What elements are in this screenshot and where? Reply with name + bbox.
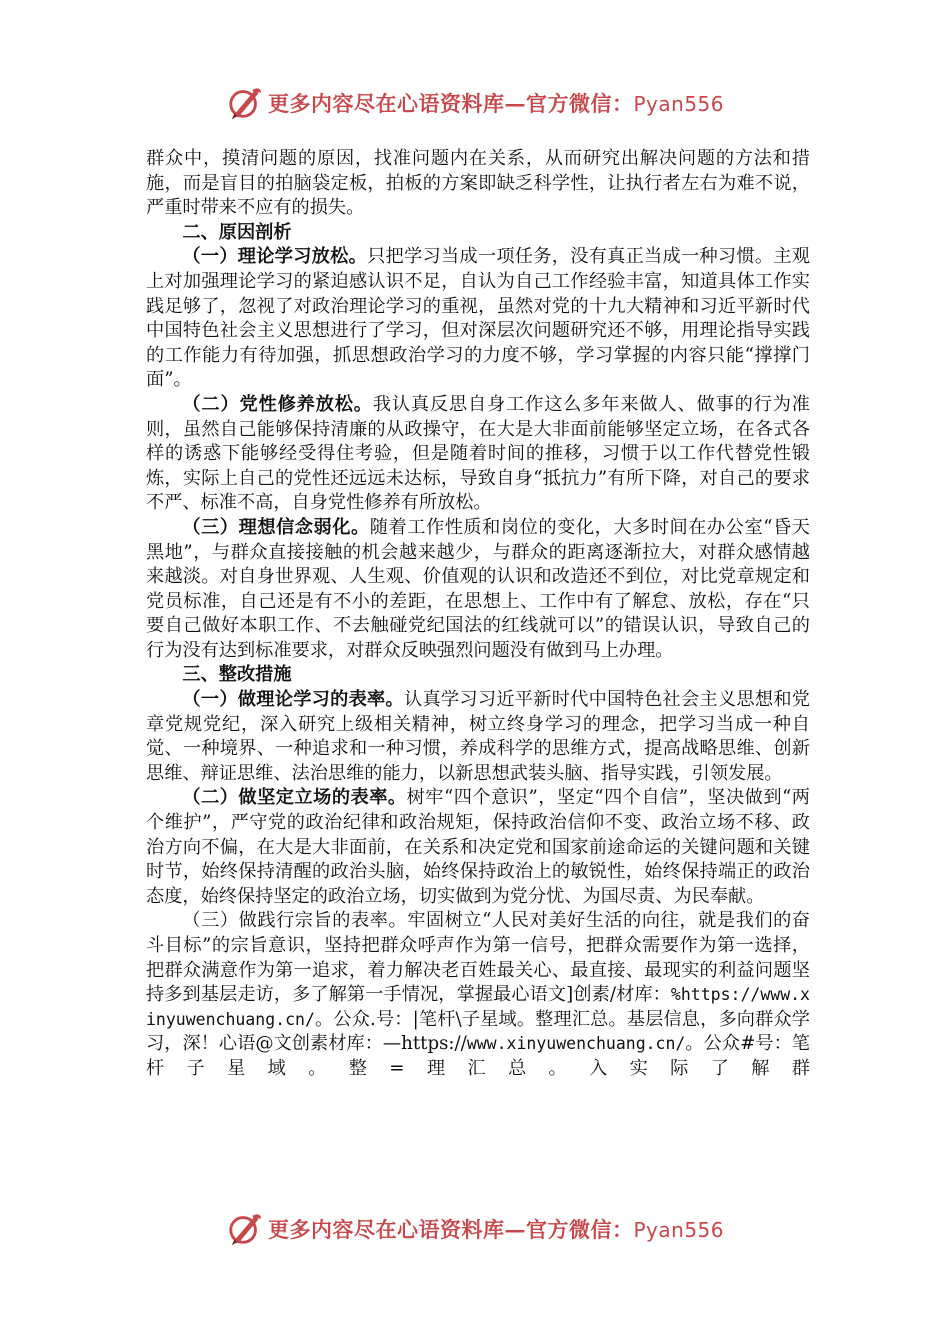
banner-text	[268, 88, 724, 118]
quill-logo-icon	[226, 1210, 264, 1248]
section-heading-cause: 二、原因剖析	[182, 221, 292, 243]
banner-promo-text: 更多内容尽在心语资料库—官方微信：	[267, 91, 634, 116]
measure-3-text-b: 。公众.号：|笔杆\子星域。整理汇总。基层信息，多向群众学习，深！心语@文创素材库：—https://	[146, 1008, 810, 1055]
paragraph-measure-2	[146, 786, 810, 909]
cause-1-text: 只把学习当成一项任务，没有真正当成一种习惯。主观上对加强理论学习的紧迫感认识不足，自认为自己工作经验丰富，知道具体工作实践足够了，忽视了对政治理论学习的重视，虽然对党的十九大精神和习近平新时代中国特色社会主义思想进行了学习，但对深层次问题研究还不够，用理论指导实践的工作能力有待加强，抓思想政治学习的力度不够，学习掌握的内容只能“撑撑门面”。	[146, 246, 810, 391]
measure-1-text: 认真学习习近平新时代中国特色社会主义思想和党章党规党纪，深入研究上级相关精神，树立终身学习的理念，把学习当成一种自觉、一种境界、一种追求和一种习惯，养成科学的思维方式，提高战略思维、创新思维、辩证思维、法治思维的能力，以新思想武装头脑、指导实践，引领发展。	[146, 689, 810, 784]
banner-text	[268, 1214, 724, 1244]
cause-2-text: 我认真反思自身工作这么多年来做人、做事的行为准则，虽然自己能够保持清廉的从政操守，在大是大非面前能够坚定立场，在各式各样的诱惑下能够经受得住考验，但是随着时间的推移，习惯于以工作代替党性锻炼，实际上自己的党性还远远未达标，导致自身“抵抗力”有所下降，对自己的要求不严、标准不高，自身党性修养有所放松。	[146, 393, 810, 514]
paragraph-cause-1	[146, 245, 810, 393]
measure-2-lead: （二）做坚定立场的表率。	[182, 787, 407, 809]
cause-2-lead: （二）党性修养放松。	[182, 393, 373, 415]
paragraph-measure-3	[146, 909, 810, 1081]
measure-3-text-c: 。公众#号：笔杆子星域。整=理汇总。入实际了解群	[146, 1033, 810, 1079]
paragraph-intro: 群众中，摸清问题的原因，找准问题内在关系，从而研究出解决问题的方法和措施，而是盲目的拍脑袋定板，拍板的方案即缺乏科学性，让执行者左右为难不说，严重时带来不应有的损失。	[146, 148, 810, 219]
banner-promo-text: 更多内容尽在心语资料库—官方微信：	[267, 1217, 634, 1242]
footer-banner	[0, 1206, 950, 1252]
wechat-id: Pyan556	[633, 92, 724, 116]
section-heading-measures: 三、整改措施	[182, 664, 292, 686]
document-body	[146, 147, 810, 1082]
paragraph-cause-3	[146, 516, 810, 664]
quill-logo-icon	[226, 84, 264, 122]
measure-2-text: 树牢“四个意识”，坚定“四个自信”，坚决做到“两个维护”，严守党的政治纪律和政治规矩，保持政治信仰不变、政治立场不移、政治方向不偏，在大是大非面前，在关系和决定党和国家前途命运的关键问题和关键时节，始终保持清醒的政治头脑，始终保持政治上的敏锐性，始终保持端正的政治态度，始终保持坚定的政治立场，切实做到为党分忧、为国尽责、为民奉献。	[146, 787, 810, 907]
watermark-url-1: %https://www.xinyuwenchuang.cn/	[146, 985, 810, 1029]
cause-3-lead: （三）理想信念弱化。	[182, 516, 370, 538]
cause-3-text: 随着工作性质和岗位的变化，大多时间在办公室“昏天黑地”，与群众直接接触的机会越来越少，与群众的距离逐渐拉大，对群众感情越来越淡。对自身世界观、人生观、价值观的认识和改造还不到位，对比党章规定和党员标准，自己还是有不小的差距，在思想上、工作中有了解怠、放松，存在“只要自己做好本职工作、不去触碰党纪国法的红线就可以”的错误认识，导致自己的行为没有达到标准要求，对群众反映强烈问题没有做到马上办理。	[146, 516, 810, 661]
cause-1-lead: （一）理论学习放松。	[182, 246, 368, 268]
paragraph-measure-1	[146, 688, 810, 786]
wechat-id: Pyan556	[633, 1218, 724, 1242]
header-banner	[0, 80, 950, 126]
paragraph-cause-2	[146, 393, 810, 516]
measure-3-text-a: （三）做践行宗旨的表率。牢固树立“人民对美好生活的向往，就是我们的奋斗目标”的宗旨意识，坚持把群众呼声作为第一信号，把群众需要作为第一选择，把群众满意作为第一追求，着力解决老百姓最关心、最直接、最现实的利益问题坚持多到基层走访，多了解第一手情况，掌握最心语文]创素/材库：	[146, 910, 810, 1006]
measure-1-lead: （一）做理论学习的表率。	[182, 689, 404, 711]
watermark-url-2: www.xinyuwenchuang.cn/	[466, 1034, 686, 1054]
